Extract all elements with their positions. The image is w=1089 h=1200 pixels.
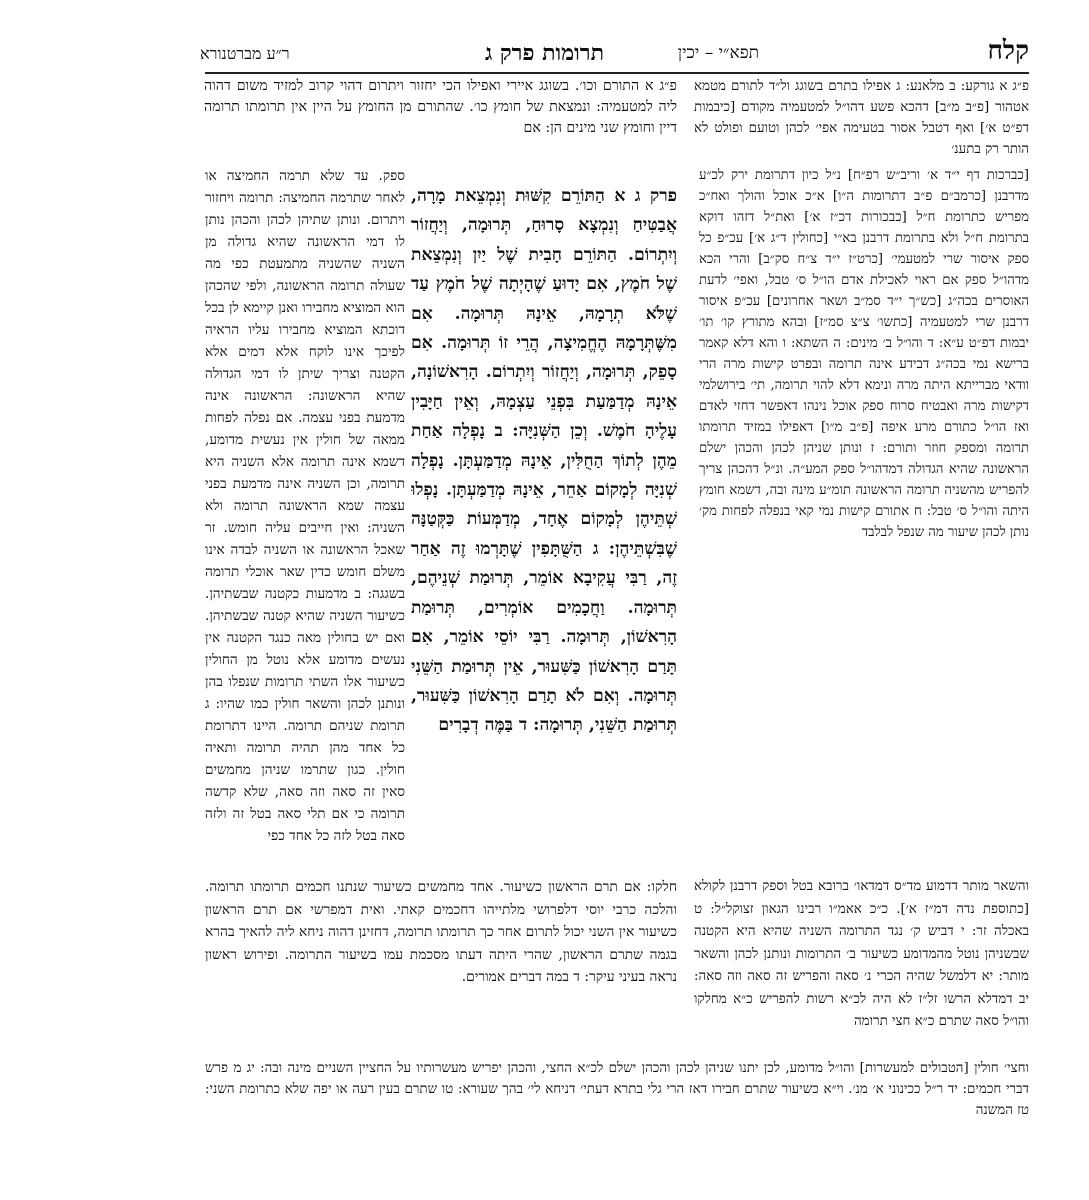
tiferet-yisrael-bottom-text: והשאר מותר דדמוע מד״ס דמדאו׳ ברובא בטל וספק דרבנן לקולא [כתוספת נדה דמ״ז א׳]. כ״כ אאמ״ו רבינו הגאון זצוקל״ל: ט באכלה זר: י דביש ק׳ נגד התרומה השניה שהיא היא הקטנה שבשניהן נוטל מהמדומע כשיעור ב׳ התרומות ונותנן לכהן והשאר מותר: יא דלמשל שהיה הכרי נ׳ סאה והפריש זה סאה וזה סאה: יב דמדלא הרשו זל״ז לא היה לכ״א רשות להפריש כ״א מחלקו והו״ל סאה שתרם כ״א חצי תרומה [694, 879, 1029, 1029]
tiferet-yisrael-top [694, 76, 1029, 159]
header-rule [205, 72, 1029, 74]
bartenura-bottom-text: חלקו: אם תרם הראשון כשיעור. אחד מחמשים כשיעור שנתנו חכמים תרומתו תרומה. והלכה כרבי יוסי דלפרושי מלתייהו דחכמים קאתי. ואית דמפרשי אם תרם הראשון כשיעור אין השני יכול לתרום אחר כך תרומתו תרומה, דחזינן דהוה ניחא ליה להאיך בהרא בגמה שתרם הראשון, שהרי היתה דעתו מסכמת עמו בשיעור התרומה. ופירוש ראשון נראה בעיני עיקר: ד במה דברים אמורים. [205, 879, 677, 985]
tiferet-yisrael-footer [205, 1058, 1029, 1118]
bartenura-column-text: ספק. עד שלא תרמה החמיצה או לאחר שתרמה החמיצה: תרומה ויחזור ויתרום. ונותן שתיהן לכהן והכהן נותן לו דמי הראשונה שהיא גדולה מן השניה שהשניה מתמעטת כפי מה שעולה תרומה הראשונה, ולפי שהכהן הוא המוציא מחבירו ואנן קיימא לן בכל דוכתא המוציא מחבירו עליו הראיה לפיכך אינו לוקח אלא דמים אלא הקטנה וצריך שיתן לו דמי הגדולה שהיא הראשונה: הראשונה אינה מדמעת בפני עצמה. אם נפלה לפחות ממאה של חולין אין נעשית מדומע, דשמא אינה תרומה אלא השניה היא תרומה, וכן השניה אינה מדמעת בפני עצמה שמא הראשונה תרומה ולא השניה: ואין חייבים עליה חומש. זר שאכל הראשונה או השניה לבדה אינו משלם חומש כדין שאר אוכלי תרומה בשגגה: ב מדמעות כקטנה שבשתיהן. כשיעור השניה שהיא קטנה שבשתיהן. ואם יש בחולין מאה כנגד הקטנה אין נעשים מדומע אלא נוטל מן החולין כשיעור אלו השתי תרומות שנפלו בהן ונותנן לכהן והשאר חולין כמו שהיו: ג תרומת שניהם תרומה. היינו דתרומת כל אחד מהן תהיה תרומה ותאיה חולין. כגון שתרמו שניהן מחמשים סאין זה סאה וזה סאה, שלא קדשה תרומה כי אם תלי סאה בטל זה ולזה סאה בטל לזה כל אחד כפי [205, 168, 405, 844]
page-number: קלח [987, 36, 1029, 66]
bartenura-top [204, 76, 677, 161]
bartenura-column [205, 165, 405, 881]
tiferet-yisrael-footer-text: וחצי׳ חולין [הטבולים למעשרות] והו״ל מדומע, לכן יתנו שניהן לכהן והכהן ישלם לכ״א החצי, והכהן יפריש מעשרותיו על החציין השניים מינה ובה: יג מ פרש דברי חכמים: יד ר״ל ככינוני א׳ מנ׳. וי״א כשיעור שתרם חבירו דאז הרי גלי בתרא דעתי׳ דניחא לי׳ בהך שעורא: טו שתרם בעין רעה או יפה שלא כתרומת השני: טז המשנה [205, 1061, 1029, 1118]
tiferet-yisrael-column [699, 165, 1029, 870]
page-title: תרומות פרק ג [484, 40, 605, 66]
mishnah-text [411, 182, 677, 882]
tiferet-yisrael-bottom [694, 876, 1029, 1058]
commentary-header: ר״ע מברטנורא [200, 44, 290, 63]
bartenura-top-text: פ״ג א התורם וכו׳. בשוגג איירי ואפילו הכי יחזור ויתרום דהוי קרוב למזיד משום דהוה ליה למטעמיה: ונמצאת של חומץ כו׳. שהתורם מן החומץ על היין אין תרומתו תרומה דיין וחומץ שני מינים הן: אם [204, 78, 677, 136]
bartenura-bottom [205, 876, 677, 1036]
tiferet-yisrael-top-text: פ״ג א גורקע: ב מלאנע: ג אפילו בתרם בשוגג ול״ד לתורם מטמא אטהור [פ״ב מ״ב] דהכא פשע דהו״ל למטעמיה מקודם [כיבמות דפ״ט א׳] ואף דטבל אסור בטעימה אפי׳ לכהן וטועם ופולט לא הותר רק בתענ׳ [694, 79, 1029, 157]
header-range: תפא״י – יכין [677, 43, 759, 63]
mishnah-paragraph: פרק ג א הַתּוֹרֵם קִשּׁוּת וְנִמְצֵאת מָרָה, אֲבַטִּיחַ וְנִמְצָא סָרוּחַ, תְּרוּמָה, וְיַחֲזוֹר וְיִתְרוֹם. הַתּוֹרֵם חָבִית שֶׁל יַיִן וְנִמְצֵאת שֶׁל חֹמֶץ, אִם יָדוּעַ שֶׁהָיְתָה שֶׁל חֹמֶץ עַד שֶׁלֹּא תְרָמָהּ, אֵינָהּ תְּרוּמָה. אִם מִשֶּׁתְּרָמָהּ הֶחֱמִיצָה, הֲרֵי זוֹ תְּרוּמָה. אִם סָפֵק, תְּרוּמָה, וְיַחֲזוֹר וְיִתְרוֹם. הָרִאשׁוֹנָה, אֵינָהּ מְדַמַּעַת בִּפְנֵי עַצְמָהּ, וְאֵין חַיָּבִין עָלֶיהָ חֹמֶשׁ. וְכֵן הַשְּׁנִיָּה: ב נָפְלָה אַחַת מֵהֶן לְתוֹךְ הַחֻלִּין, אֵינָהּ מְדַמַּעְתָּן. נָפְלָה שְׁנִיָּה לְמָקוֹם אַחֵר, אֵינָהּ מְדַמַּעְתָּן. נָפְלוּ שְׁתֵּיהֶן לְמָקוֹם אֶחָד, מְדַמְּעוֹת כַּקְּטַנָּה שֶׁבִּשְׁתֵּיהֶן: ג הַשֻּׁתָּפִין שֶׁתָּרְמוּ זֶה אַחַר זֶה, רַבִּי עֲקִיבָא אוֹמֵר, תְּרוּמַת שְׁנֵיהֶם, תְּרוּמָה. וַחֲכָמִים אוֹמְרִים, תְּרוּמַת הָרִאשׁוֹן, תְּרוּמָה. רַבִּי יוֹסֵי אוֹמֵר, אִם תָּרַם הָרִאשׁוֹן כַּשִּׁעוּר, אֵין תְּרוּמַת הַשֵּׁנִי תְּרוּמָה. וְאִם לֹא תָרַם הָרִאשׁוֹן כַּשִּׁעוּר, תְּרוּמַת הַשֵּׁנִי, תְּרוּמָה: ד בַּמֶּה דְבָרִים [411, 186, 677, 736]
tiferet-yisrael-column-text: [כברכות דף י״ד א׳ וריב״ש רפ״ח] נ״ל כיון דתרומת ירק לכ״ע מדרבנן [כרמב״ם פ״ב דתרומות ה״ו] א״כ אוכל והולך ואח״כ מפריש כתרומת ח״ל [כבכורות דכ״ז א׳] ואת״ל דזהו דוקא בתרומת ח״ל ולא בתרומת דרבנן בא״י [כחולין ד״ג א׳] עכ״פ כל ספק איסור שרי למטעמי׳ [כרט״ז י״ד צ״ח סק״ב] והרי הכא מדהו״ל ספק אם ראוי לאכילת אדם הו״ל ס׳ טבל, ואפי׳ לדעת האוסרים בכה״ג [כש״ך י״ד סמ״ב ושאר אחרונים] עכ״פ איסור דרבנן שרי למטעמיה [כתשו׳ צ״צ סמ״ז] ובהא מתורץ קו׳ תו׳ יבמות דפ״ט ע״א: ד והו״ל ב׳ מינים: ה השתא: ו והא דלא קאמר ברישא נמי בכה״ג דבידע אינה תרומה ובפרט קישות מרה הרי וודאי מברייתא היתה מרה ונימא דלא להוי תרומה, תי׳ בירושלמי דקישות מרה ואבטיח סרוח ספק אוכל נינהו דאפשר דחזי לאדם ואז הו״ל כתורם מרע איפה [פ״ב מ״ו] דאפילו במזיד תרומתו תרומה ומספק חוזר ותורם: ז ונותן שניהן לכהן והכהן ישלם הראשונה שהיא הגדולה דמדהו״ל ספק המע״ה. ונ״ל דהכהן צריך להפריש מהשניה תרומה הראשונה תומ״ע מינה ובה, דשמא חומץ היתה והו״ל ס׳ טבל: ח אתורם קישות נמי קאי בנפלה לפחות מק׳ נותן לכהן שיעור מה שנפל לבלבד [699, 168, 1029, 540]
